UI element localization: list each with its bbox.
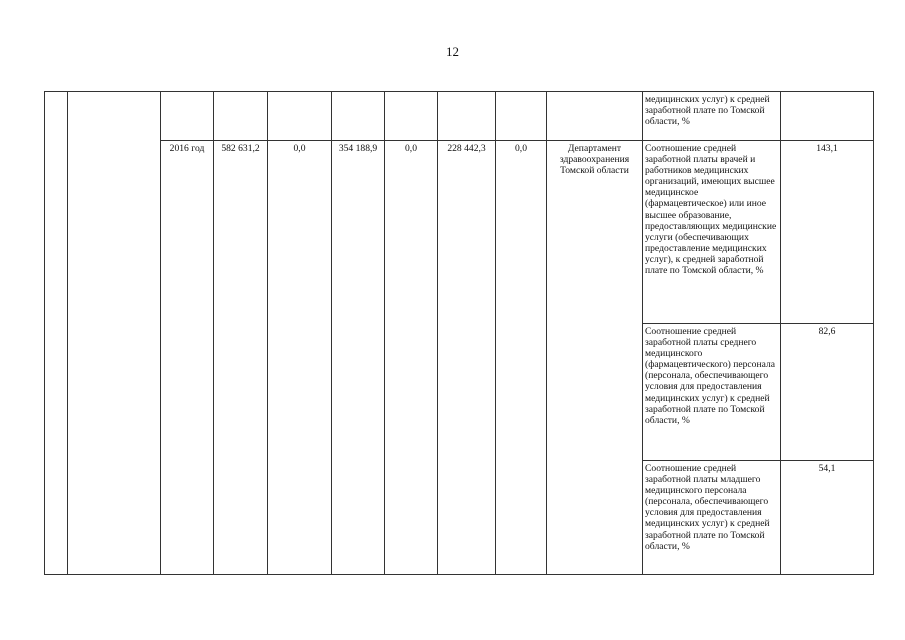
cell-executor: Департамент здравоохранения Томской области — [547, 141, 643, 575]
cell-other — [496, 92, 547, 141]
indicator-text: Соотношение средней заработной платы младшего медицинского персонала (персонала, обеспечивающего условия для предоставления медицинских услуг) к средней заработной плате по Томской области, % — [643, 461, 781, 575]
cell-local — [385, 92, 438, 141]
indicator-value: 54,1 — [781, 461, 874, 575]
cell-federal: 0,0 — [268, 141, 332, 575]
indicator-value: 82,6 — [781, 324, 874, 461]
cell-extrabudget: 228 442,3 — [438, 141, 496, 575]
table-row-2016 — [45, 141, 874, 324]
indicator-text: Соотношение средней заработной платы среднего медицинского (фармацевтического) персонала (персонала, обеспечивающего условия для предоставления медицинских услуг) к средней заработной плате по Томской области, % — [643, 324, 781, 461]
cell-year — [161, 92, 214, 141]
program-table — [44, 91, 874, 575]
cell-local: 0,0 — [385, 141, 438, 575]
indicator-value — [781, 92, 874, 141]
cell-other: 0,0 — [496, 141, 547, 575]
indicator-text: Соотношение средней заработной платы врачей и работников медицинских организаций, имеющих высшее медицинское (фармацевтическое) или иное высшее образование, предоставляющих медицинские услуги (обеспечивающих предоставление медицинских услуг), к средней заработной плате по Томской области, % — [643, 141, 781, 324]
cell-executor — [547, 92, 643, 141]
cell-extrabudget — [438, 92, 496, 141]
cell-federal — [268, 92, 332, 141]
cell-year: 2016 год — [161, 141, 214, 575]
cell-regional — [332, 92, 385, 141]
indicator-value: 143,1 — [781, 141, 874, 324]
cell-name — [68, 92, 161, 575]
indicator-text: медицинских услуг) к средней заработной плате по Томской области, % — [643, 92, 781, 141]
cell-regional: 354 188,9 — [332, 141, 385, 575]
page-number: 12 — [446, 44, 459, 59]
cell-total — [214, 92, 268, 141]
cell-number — [45, 92, 68, 575]
cell-total: 582 631,2 — [214, 141, 268, 575]
table-row-continued — [45, 92, 874, 141]
